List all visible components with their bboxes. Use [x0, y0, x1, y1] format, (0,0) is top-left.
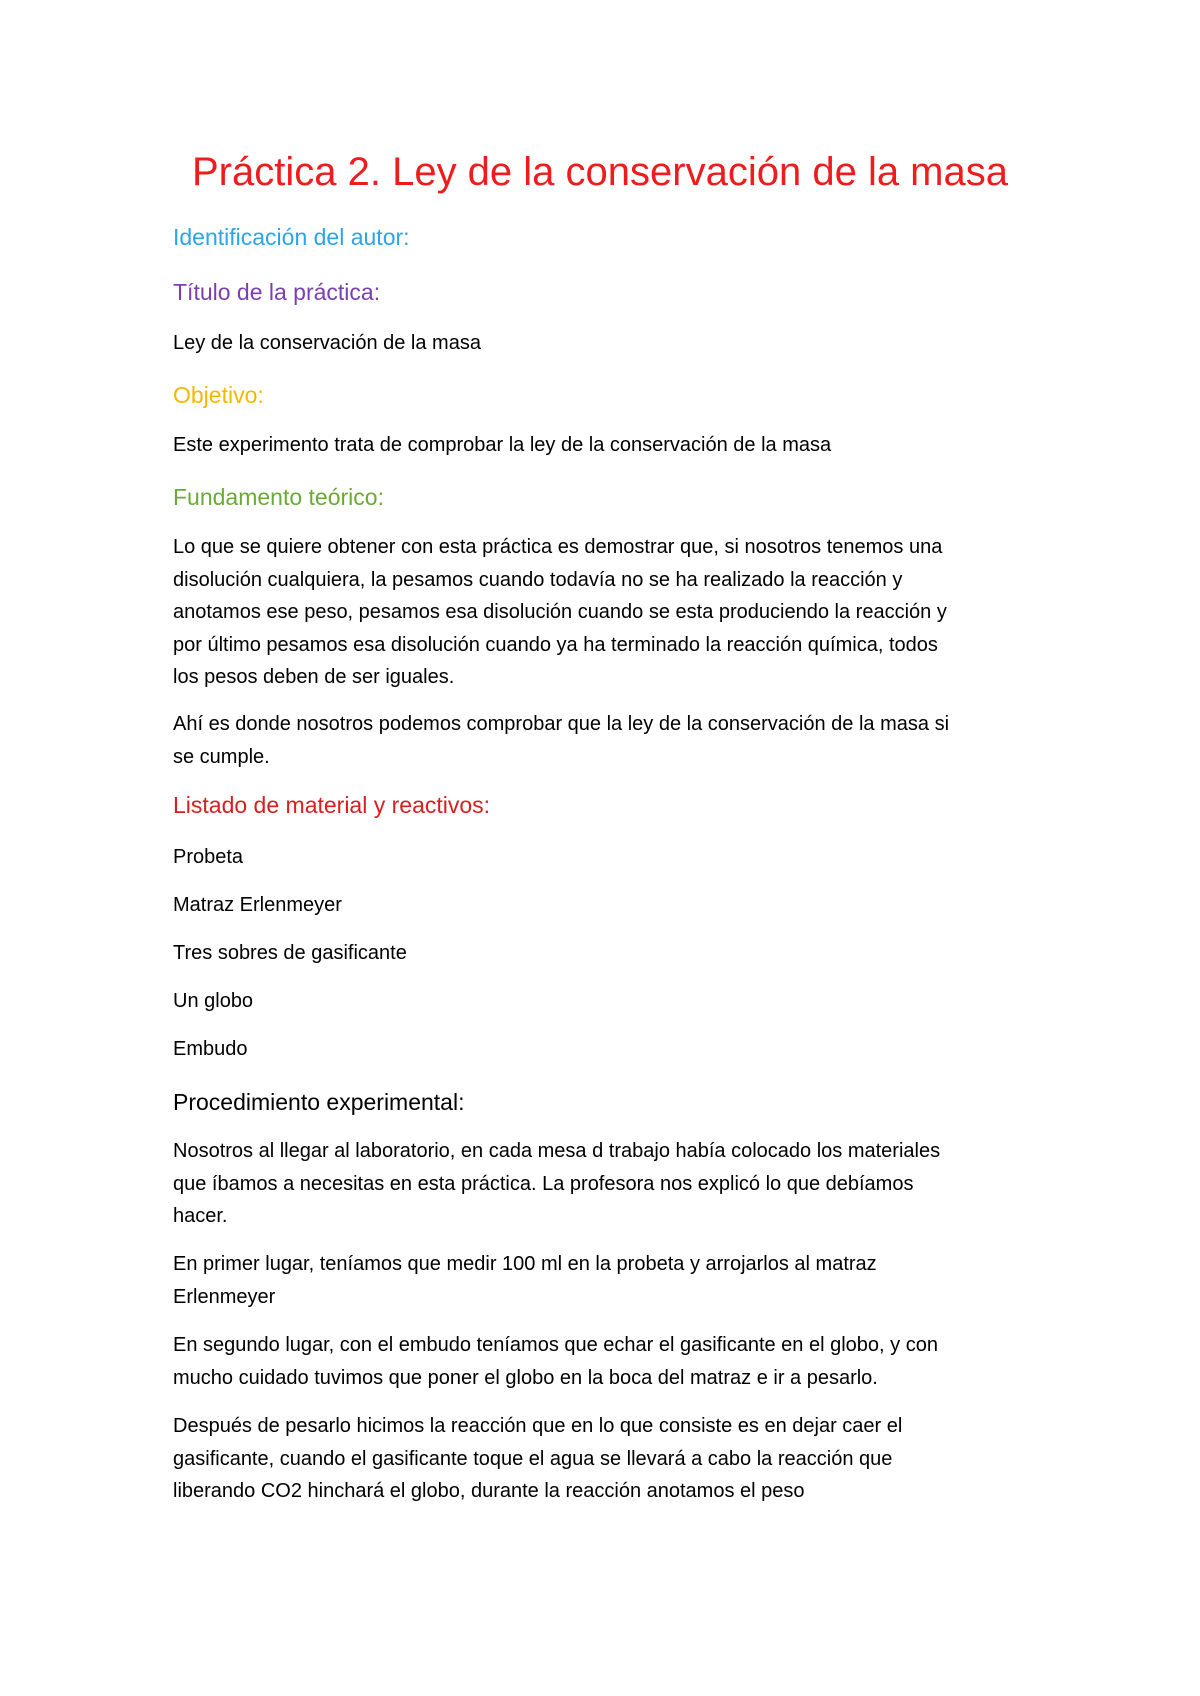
theory-paragraph-2: [173, 708, 1043, 773]
text-line: gasificante, cuando el gasificante toque el agua se llevará a cabo la reacción que: [173, 1447, 893, 1470]
text-line: anotamos ese peso, pesamos esa disolución cuando se esta produciendo la reacción y: [173, 601, 947, 623]
text-line: Nosotros al llegar al laboratorio, en cada mesa d trabajo había colocado los materiales: [173, 1140, 941, 1162]
text-line: Después de pesarlo hicimos la reacción que en lo que consiste es en dejar caer el: [173, 1415, 903, 1437]
text-line: disolución cualquiera, la pesamos cuando todavía no se ha realizado la reacción y: [173, 568, 903, 591]
practice-title-text: Ley de la conservación de la masa: [173, 332, 481, 354]
material-item: Embudo: [173, 1038, 248, 1060]
text-line: En segundo lugar, con el embudo teníamos que echar el gasificante en el globo, y con: [173, 1334, 938, 1356]
text-line: mucho cuidado tuvimos que poner el globo en la boca del matraz e ir a pesarlo.: [173, 1366, 878, 1389]
text-line: se cumple.: [173, 745, 270, 768]
text-line: En primer lugar, teníamos que medir 100 ml en la probeta y arrojarlos al matraz: [173, 1253, 877, 1275]
text-line: que íbamos a necesitas en esta práctica. La profesora nos explicó lo que debíamos: [173, 1172, 914, 1195]
procedure-paragraph-4: [173, 1410, 1043, 1508]
text-line: Lo que se quiere obtener con esta práctica es demostrar que, si nosotros tenemos una: [173, 536, 943, 558]
text-line: los pesos deben de ser iguales.: [173, 666, 455, 688]
theory-paragraph-1: [173, 531, 1043, 694]
objective-heading: Objetivo:: [173, 382, 264, 408]
practice-title-heading: Título de la práctica:: [173, 279, 381, 305]
procedure-paragraph-1: [173, 1135, 1043, 1233]
material-item: Un globo: [173, 990, 254, 1012]
text-line: por último pesamos esa disolución cuando ya ha terminado la reacción química, todos: [173, 633, 938, 656]
procedure-paragraph-2: [173, 1248, 1043, 1313]
text-line: liberando CO2 hinchará el globo, durante la reacción anotamos el peso: [173, 1480, 805, 1502]
material-item: Tres sobres de gasificante: [173, 942, 407, 964]
theory-heading: Fundamento teórico:: [173, 484, 384, 510]
text-line: Ahí es donde nosotros podemos comprobar que la ley de la conservación de la masa si: [173, 713, 950, 735]
author-heading: Identificación del autor:: [173, 224, 410, 250]
procedure-paragraph-3: [173, 1329, 1043, 1394]
document-title: Práctica 2. Ley de la conservación de la masa: [192, 150, 1008, 194]
materials-heading: Listado de material y reactivos:: [173, 792, 491, 818]
text-line: hacer.: [173, 1205, 228, 1227]
material-item: Probeta: [173, 846, 244, 868]
text-line: Erlenmeyer: [173, 1285, 276, 1308]
material-item: Matraz Erlenmeyer: [173, 894, 342, 916]
objective-text: Este experimento trata de comprobar la ley de la conservación de la masa: [173, 434, 832, 456]
procedure-heading: Procedimiento experimental:: [173, 1089, 465, 1115]
